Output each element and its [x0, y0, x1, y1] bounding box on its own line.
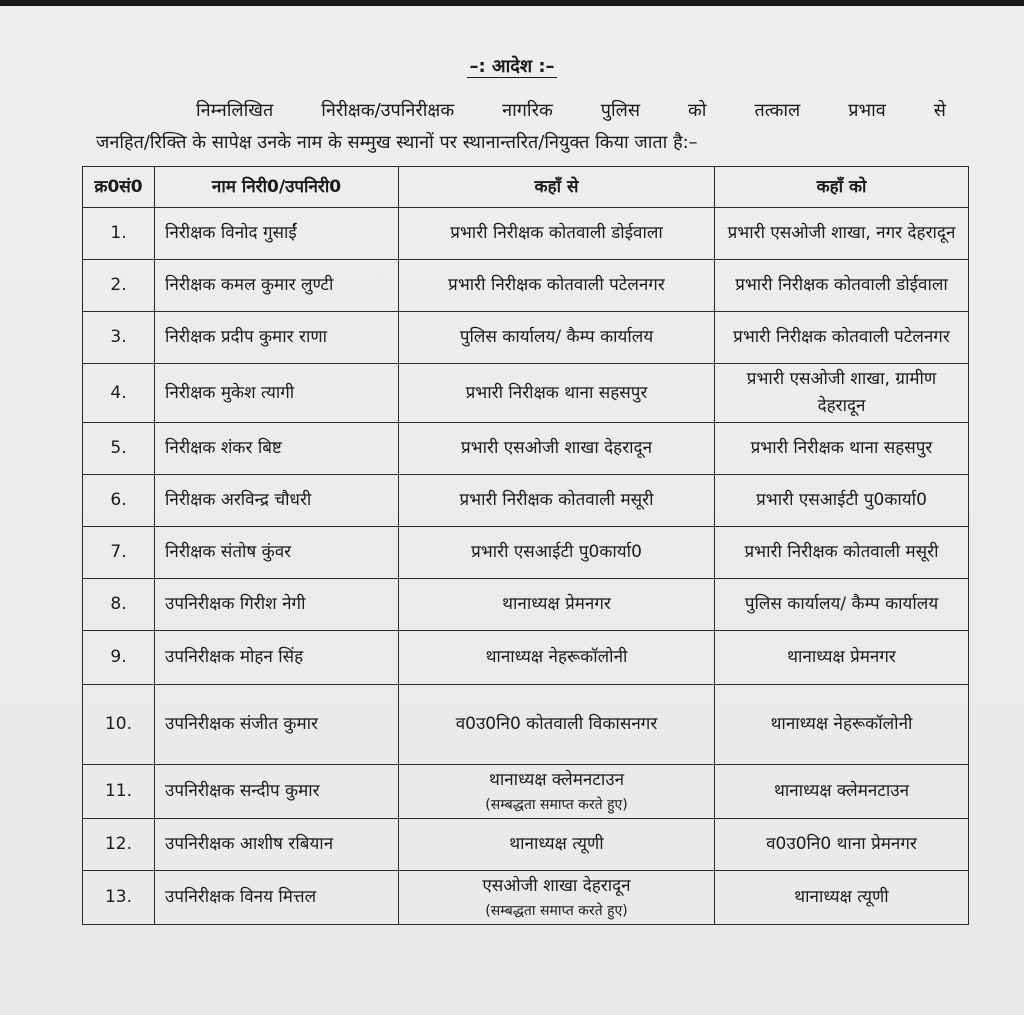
name-cell: निरीक्षक अरविन्द्र चौधरी	[155, 475, 399, 527]
from-cell: थानाध्यक्ष त्यूणी	[399, 819, 715, 871]
attachment-note: (सम्बद्धता समाप्त करते हुए)	[485, 797, 628, 813]
table-row	[83, 631, 969, 685]
name-cell: उपनिरीक्षक सन्दीप कुमार	[155, 765, 399, 819]
name-cell: निरीक्षक संतोष कुंवर	[155, 527, 399, 579]
from-location: एसओजी शाखा देहरादून	[482, 876, 631, 896]
serial-cell: 4.	[83, 364, 155, 423]
to-cell: थानाध्यक्ष त्यूणी	[715, 871, 969, 925]
name-cell: उपनिरीक्षक मोहन सिंह	[155, 631, 399, 685]
to-cell: प्रभारी एसओजी शाखा, नगर देहरादून	[715, 208, 969, 260]
name-cell: उपनिरीक्षक संजीत कुमार	[155, 685, 399, 765]
table-row	[83, 364, 969, 423]
serial-cell: 7.	[83, 527, 155, 579]
table-row	[83, 208, 969, 260]
order-heading: –: आदेश :–	[469, 56, 555, 77]
from-cell: प्रभारी निरीक्षक कोतवाली मसूरी	[399, 475, 715, 527]
serial-cell: 3.	[83, 312, 155, 364]
table-row	[83, 685, 969, 765]
table-row	[83, 423, 969, 475]
header-from: कहाँ से	[399, 167, 715, 208]
name-cell: निरीक्षक प्रदीप कुमार राणा	[155, 312, 399, 364]
to-cell: प्रभारी निरीक्षक कोतवाली मसूरी	[715, 527, 969, 579]
serial-cell: 13.	[83, 871, 155, 925]
from-cell: प्रभारी एसआईटी पु0कार्या0	[399, 527, 715, 579]
serial-cell: 12.	[83, 819, 155, 871]
to-cell: प्रभारी निरीक्षक कोतवाली पटेलनगर	[715, 312, 969, 364]
transfer-table	[82, 166, 969, 925]
document-page	[0, 6, 1024, 1015]
name-cell: उपनिरीक्षक आशीष रबियान	[155, 819, 399, 871]
table-row	[83, 312, 969, 364]
table-row	[83, 871, 969, 925]
attachment-note: (सम्बद्धता समाप्त करते हुए)	[485, 903, 628, 919]
intro-line-1: निम्नलिखित निरीक्षक/उपनिरीक्षक नागरिक पुलिस को तत्काल प्रभाव से	[196, 100, 946, 121]
name-cell: निरीक्षक कमल कुमार लुण्टी	[155, 260, 399, 312]
table-header-row	[83, 167, 969, 208]
name-cell: निरीक्षक विनोद गुसाईं	[155, 208, 399, 260]
name-cell: निरीक्षक मुकेश त्यागी	[155, 364, 399, 423]
header-name: नाम निरी0/उपनिरी0	[155, 167, 399, 208]
name-cell: उपनिरीक्षक गिरीश नेगी	[155, 579, 399, 631]
from-cell: थानाध्यक्ष प्रेमनगर	[399, 579, 715, 631]
serial-cell: 5.	[83, 423, 155, 475]
serial-cell: 11.	[83, 765, 155, 819]
to-cell: प्रभारी निरीक्षक कोतवाली डोईवाला	[715, 260, 969, 312]
to-cell: प्रभारी एसओजी शाखा, ग्रामीण देहरादून	[715, 364, 969, 423]
from-cell: प्रभारी एसओजी शाखा देहरादून	[399, 423, 715, 475]
table-row	[83, 819, 969, 871]
name-cell: उपनिरीक्षक विनय मित्तल	[155, 871, 399, 925]
serial-cell: 10.	[83, 685, 155, 765]
serial-cell: 2.	[83, 260, 155, 312]
from-cell: प्रभारी निरीक्षक कोतवाली डोईवाला	[399, 208, 715, 260]
header-serial: क्र0सं0	[83, 167, 155, 208]
intro-line-2: जनहित/रिक्ति के सापेक्ष उनके नाम के सम्मुख स्थानों पर स्थानान्तरित/नियुक्त किया जाता है:–	[96, 132, 698, 153]
to-cell: व0उ0नि0 थाना प्रेमनगर	[715, 819, 969, 871]
from-cell: थानाध्यक्ष नेहरूकॉलोनी	[399, 631, 715, 685]
from-cell: प्रभारी निरीक्षक कोतवाली पटेलनगर	[399, 260, 715, 312]
table-row	[83, 260, 969, 312]
table-row	[83, 579, 969, 631]
to-cell: प्रभारी निरीक्षक थाना सहसपुर	[715, 423, 969, 475]
header-to: कहाँ को	[715, 167, 969, 208]
to-cell: थानाध्यक्ष प्रेमनगर	[715, 631, 969, 685]
serial-cell: 1.	[83, 208, 155, 260]
from-cell: प्रभारी निरीक्षक थाना सहसपुर	[399, 364, 715, 423]
to-cell: थानाध्यक्ष क्लेमनटाउन	[715, 765, 969, 819]
from-cell	[399, 871, 715, 925]
table-row	[83, 527, 969, 579]
to-cell: थानाध्यक्ष नेहरूकॉलोनी	[715, 685, 969, 765]
from-cell: पुलिस कार्यालय/ कैम्प कार्यालय	[399, 312, 715, 364]
serial-cell: 9.	[83, 631, 155, 685]
serial-cell: 6.	[83, 475, 155, 527]
serial-cell: 8.	[83, 579, 155, 631]
table-row	[83, 475, 969, 527]
from-location: थानाध्यक्ष क्लेमनटाउन	[488, 770, 625, 790]
from-cell: व0उ0नि0 कोतवाली विकासनगर	[399, 685, 715, 765]
table-row	[83, 765, 969, 819]
name-cell: निरीक्षक शंकर बिष्ट	[155, 423, 399, 475]
to-cell: प्रभारी एसआईटी पु0कार्या0	[715, 475, 969, 527]
to-cell: पुलिस कार्यालय/ कैम्प कार्यालय	[715, 579, 969, 631]
from-cell	[399, 765, 715, 819]
